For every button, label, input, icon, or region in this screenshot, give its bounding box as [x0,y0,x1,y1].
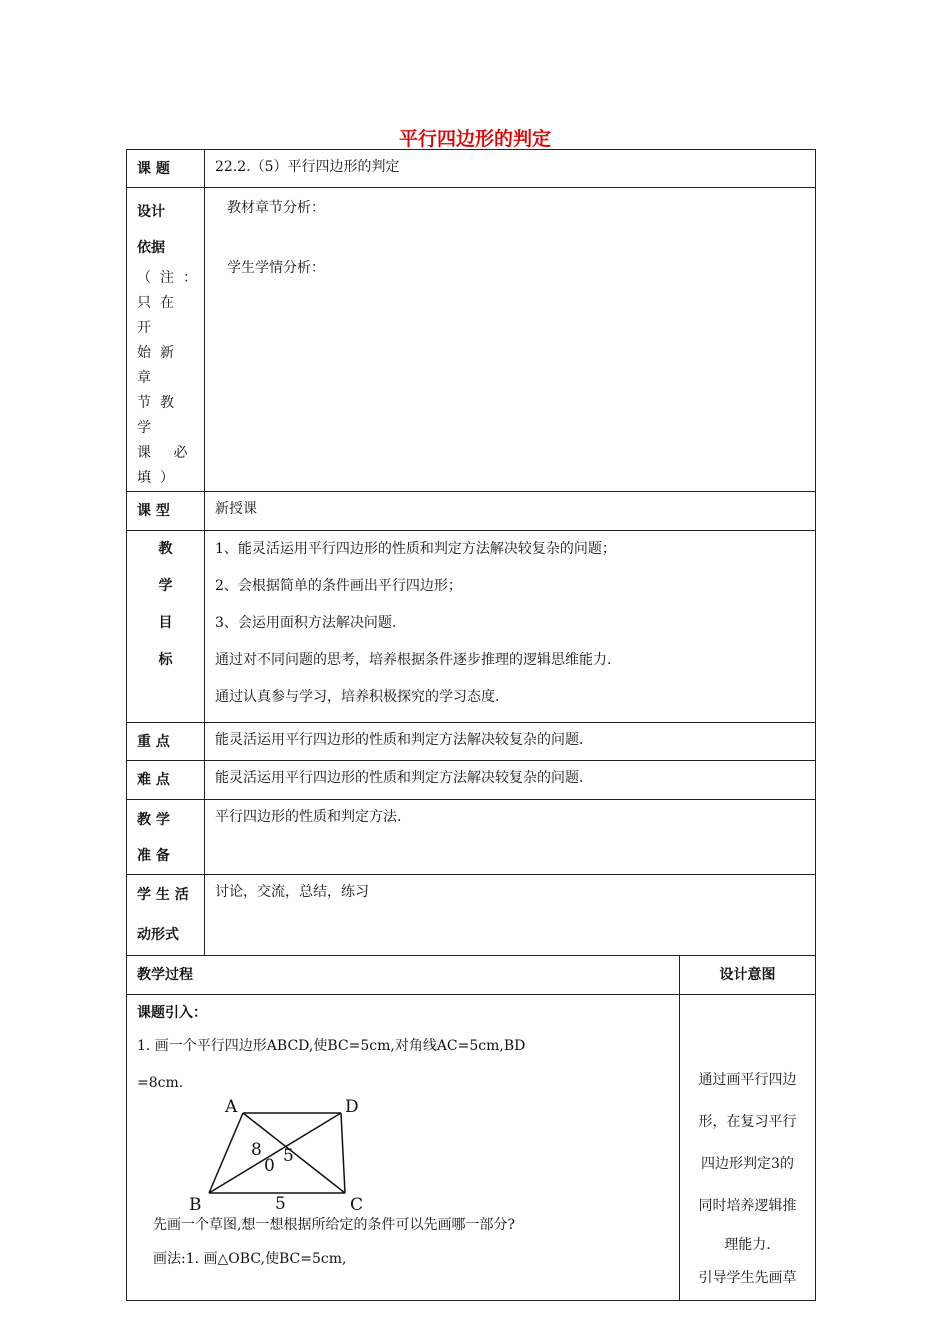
basis-label-1: 设计 [137,204,165,220]
type-row [127,492,816,531]
topic-value: 22.2.（5）平行四边形的判定 [205,150,816,188]
side-ba [209,1113,243,1193]
goal-item: 3、会运用面积方法解决问题. [215,615,397,631]
key-value: 能灵活运用平行四边形的性质和判定方法解决较复杂的问题. [205,723,816,761]
lesson-plan-table [126,149,816,1301]
difficulty-value: 能灵活运用平行四边形的性质和判定方法解决较复杂的问题. [205,761,816,800]
goals-label [127,531,205,723]
sketch-text: 先画一个草图,想一想根据所给定的条件可以先画哪一部分? [153,1217,515,1233]
vertex-b-label: B [189,1195,202,1213]
basis-note [127,266,204,491]
process-row [127,995,816,1301]
difficulty-row [127,761,816,800]
student-analysis: 学生学情分析： [227,260,325,276]
note-line: （注： [137,270,206,286]
activity-label-1: 学 生 活 [137,887,189,903]
goals-row [127,531,816,723]
basis-row [127,188,816,492]
side-dc [341,1113,345,1193]
length-5-diag-label: 5 [283,1146,294,1166]
length-5-base-label: 5 [275,1194,286,1213]
parallelogram-figure [187,1095,407,1213]
intent-line: 四边形判定3的 [701,1156,794,1172]
length-8-label: 8 [251,1140,262,1160]
note-line: 填） [137,470,183,486]
goal-item: 通过对不同问题的思考，培养根据条件逐步推理的逻辑思维能力. [215,652,612,668]
note-line: 只在开 [137,295,183,336]
goal-item: 2、会根据简单的条件画出平行四边形； [215,578,462,594]
material-analysis: 教材章节分析： [227,200,325,216]
basis-content [205,188,816,492]
process-header-row [127,956,816,995]
activity-row [127,875,816,956]
key-label: 重 点 [127,723,205,761]
prep-row [127,800,816,875]
type-value: 新授课 [205,492,816,531]
intent-cell [680,995,816,1301]
topic-row [127,150,816,188]
note-line: 节教学 [137,395,183,436]
prep-value: 平行四边形的性质和判定方法. [205,800,816,875]
prep-label-2: 准 备 [137,848,170,864]
key-row [127,723,816,761]
basis-label-cell [127,188,205,492]
step1-line2: =8cm. [137,1075,184,1091]
vertex-a-label: A [225,1097,238,1117]
method-text: 画法:1. 画△OBC,使BC=5cm, [153,1251,347,1267]
activity-label [127,875,205,956]
prep-label [127,800,205,875]
intent-line: 通过画平行四边 [698,1072,797,1088]
intent-text [680,1059,815,1293]
note-line: 始新章 [137,345,183,386]
step1-line1: 1. 画一个平行四边形ABCD,使BC=5cm,对角线AC=5cm,BD [137,1038,526,1054]
intent-header: 设计意图 [680,956,816,995]
intent-line: 同时培养逻辑推 [698,1198,797,1214]
topic-label: 课 题 [127,150,205,188]
goals-label-char: 标 [158,652,173,668]
goal-item: 通过认真参与学习，培养积极探究的学习态度. [215,689,500,705]
prep-label-1: 教 学 [137,812,170,828]
activity-label-2: 动形式 [137,927,179,943]
goals-label-char: 目 [158,615,173,631]
activity-value: 讨论，交流，总结，练习 [205,875,816,956]
difficulty-label: 难 点 [127,761,205,800]
basis-label-2: 依据 [137,240,165,256]
note-line: 课 必 [137,445,197,461]
intent-line: 引导学生先画草 [698,1270,797,1286]
intro-heading: 课题引入： [137,1005,207,1021]
vertex-d-label: D [345,1097,359,1117]
process-header: 教学过程 [127,956,680,995]
process-content [127,995,680,1301]
intent-line: 形，在复习平行 [698,1114,797,1130]
vertex-c-label: C [350,1195,364,1213]
goals-list [205,531,816,723]
intent-line: 理能力. [724,1237,771,1253]
goal-item: 1、能灵活运用平行四边形的性质和判定方法解决较复杂的问题； [215,541,616,557]
document-title: 平行四边形的判定 [398,128,551,150]
diagonal-bd [209,1113,341,1193]
center-o-label: 0 [264,1156,275,1176]
goals-label-char: 教 [158,541,173,557]
goals-label-char: 学 [158,578,173,594]
type-label: 课 型 [127,492,205,531]
